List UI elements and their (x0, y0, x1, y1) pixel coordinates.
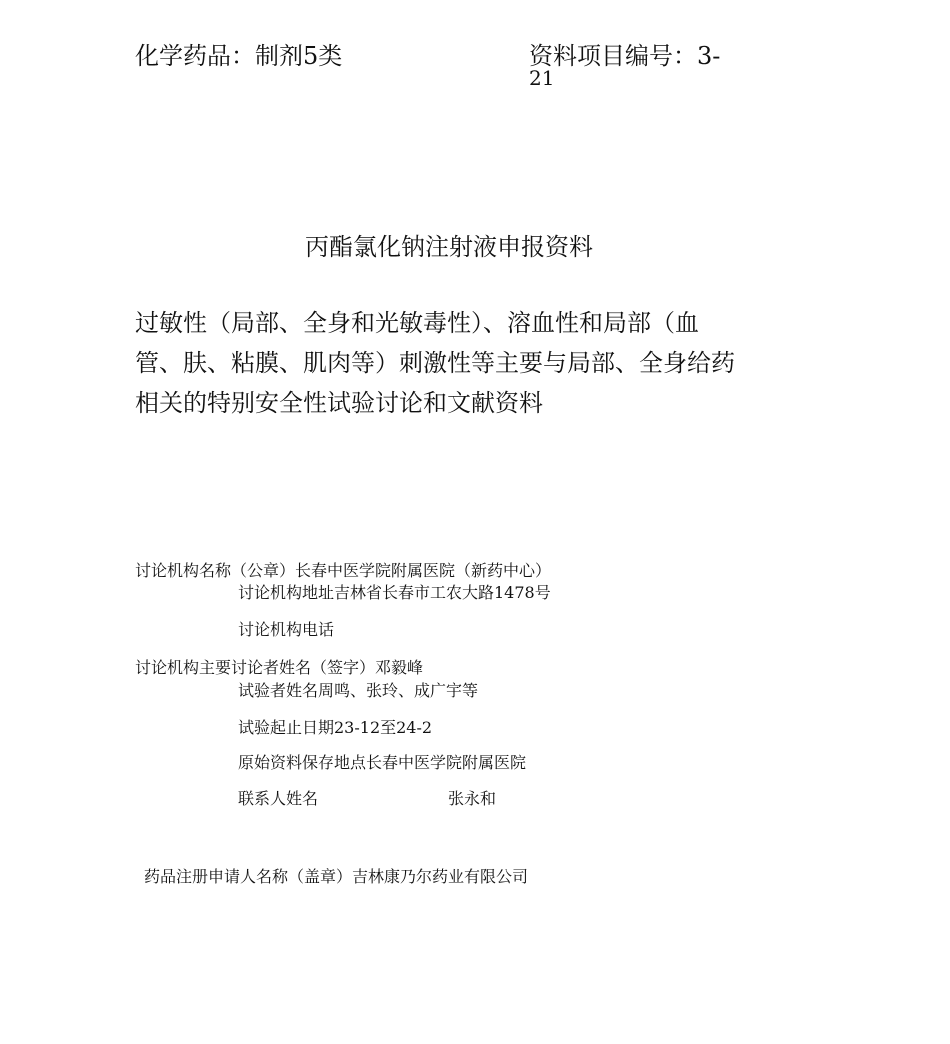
testers: 试验者姓名周鸣、张玲、成广宇等 (238, 681, 479, 700)
applicant-name: 药品注册申请人名称（盖章）吉林康乃尔药业有限公司 (144, 867, 529, 886)
test-period: 试验起止日期23-12至24-2 (238, 718, 433, 737)
org-name: 讨论机构名称（公章）长春中医学院附属医院（新药中心） (135, 561, 552, 580)
subtitle-line: 过敏性（局部、全身和光敏毒性）、溶血性和局部（血 (135, 309, 699, 337)
item-number-tail: 21 (529, 66, 555, 90)
drug-category: 化学药品：制剂5类 (135, 42, 343, 70)
subtitle-line: 相关的特别安全性试验讨论和文献资料 (135, 389, 543, 417)
archive-location: 原始资料保存地点长春中医学院附属医院 (238, 753, 527, 772)
org-phone: 讨论机构电话 (238, 620, 335, 639)
item-number-label: 资料项目编号：3- (529, 42, 721, 70)
chief-researcher: 讨论机构主要讨论者姓名（签字）邓毅峰 (135, 658, 424, 677)
org-address: 讨论机构地址吉林省长春市工农大路1478号 (238, 583, 551, 602)
contact-label: 联系人姓名 (238, 789, 319, 808)
contact-value: 张永和 (448, 789, 497, 808)
item-number (529, 38, 749, 88)
subtitle-line: 管、肤、粘膜、肌肉等）刺激性等主要与局部、全身给药 (135, 349, 735, 377)
document-subtitle (135, 303, 760, 423)
document-title: 丙酯氯化钠注射液申报资料 (305, 233, 593, 261)
